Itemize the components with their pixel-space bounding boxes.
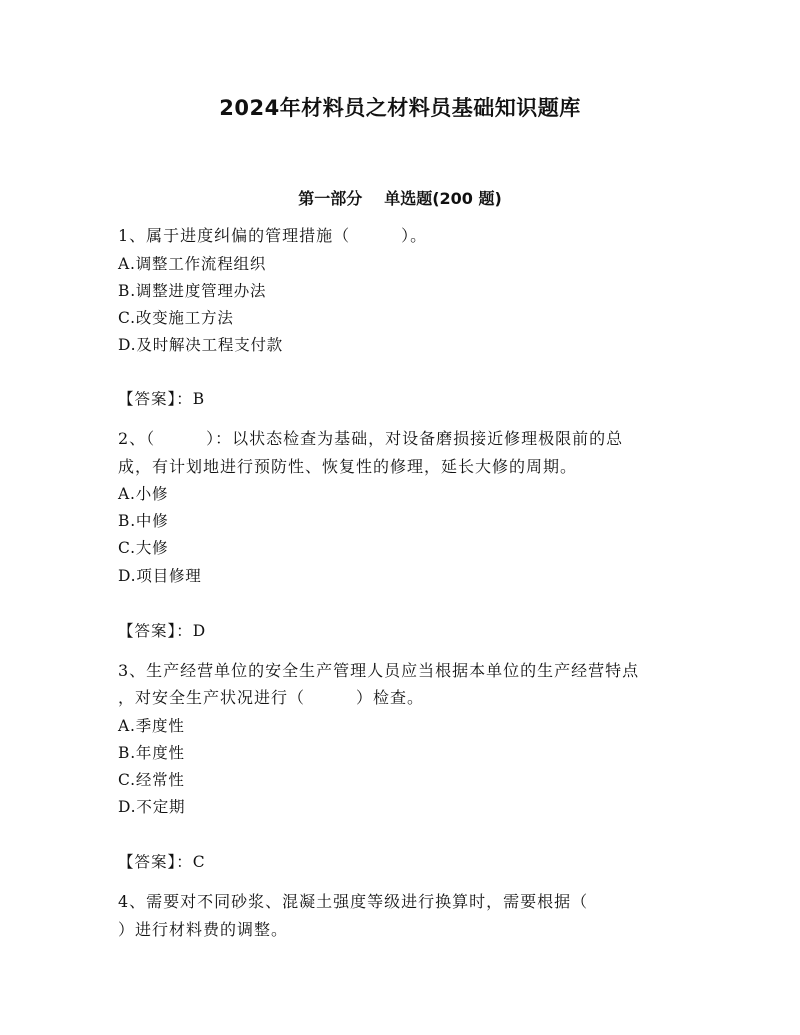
question-2-option-b: B.中修 <box>118 512 169 530</box>
question-2-stem-line-1: 2、（ ）：以状态检查为基础，对设备磨损接近修理极限前的总 <box>118 429 624 448</box>
question-1-stem: 1、属于进度纠偏的管理措施（ ）。 <box>118 226 428 245</box>
question-3-option-a: A.季度性 <box>118 717 185 735</box>
section-name: 单选题(200 题) <box>384 189 502 208</box>
question-1-option-c: C.改变施工方法 <box>118 309 234 327</box>
question-3-option-d: D.不定期 <box>118 798 186 816</box>
question-3-option-b: B.年度性 <box>118 744 185 762</box>
question-1-option-b: B.调整进度管理办法 <box>118 282 267 300</box>
question-2-stem-line-2: 成，有计划地进行预防性、恢复性的修理，延长大修的周期。 <box>118 457 578 476</box>
question-1-option-a: A.调整工作流程组织 <box>118 255 267 273</box>
question-3-answer: 【答案】：C <box>118 853 206 871</box>
question-4-stem-line-1: 4、需要对不同砂浆、混凝土强度等级进行换算时，需要根据（ <box>118 892 589 911</box>
question-3-stem-line-2: ，对安全生产状况进行（ ）检查。 <box>118 688 425 707</box>
question-3-option-c: C.经常性 <box>118 771 185 789</box>
section-heading <box>0 186 800 209</box>
question-3-stem-line-1: 3、生产经营单位的安全生产管理人员应当根据本单位的生产经营特点 <box>118 661 640 680</box>
question-2-option-a: A.小修 <box>118 485 169 503</box>
question-2-option-c: C.大修 <box>118 539 169 557</box>
section-label: 第一部分 <box>298 189 363 208</box>
document-title: 2024年材料员之材料员基础知识题库 <box>219 96 581 120</box>
question-4-stem-line-2: ）进行材料费的调整。 <box>118 920 289 939</box>
question-1-option-d: D.及时解决工程支付款 <box>118 336 284 354</box>
question-1-answer: 【答案】：B <box>118 390 206 408</box>
question-2-option-d: D.项目修理 <box>118 567 202 585</box>
question-2-answer: 【答案】：D <box>118 622 207 640</box>
